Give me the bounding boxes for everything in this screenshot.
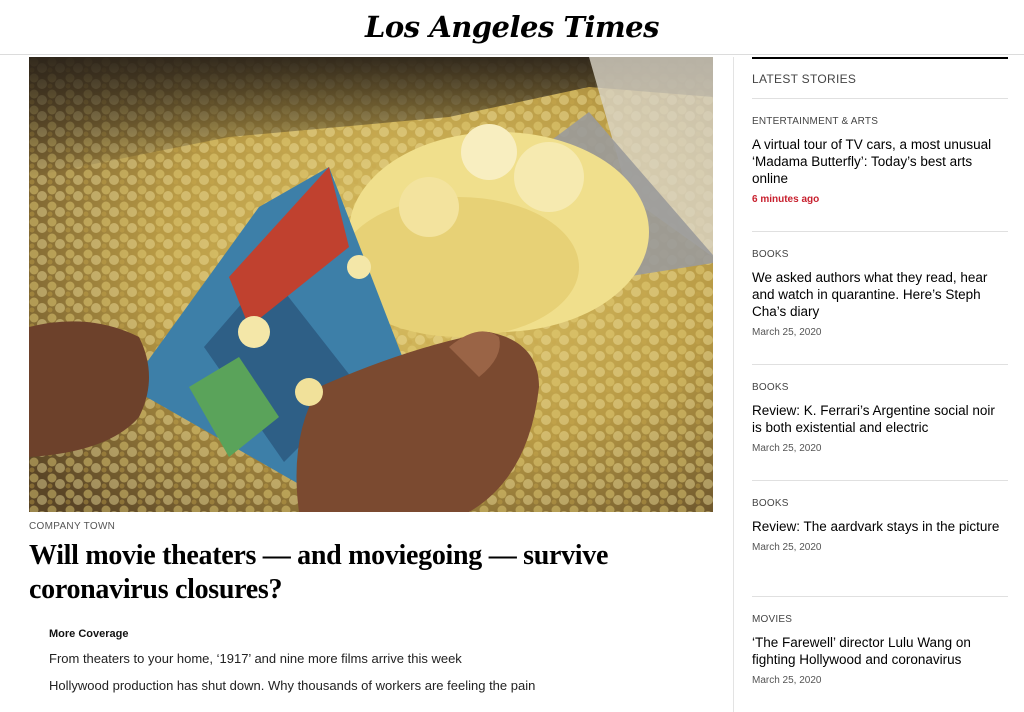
story-headline[interactable]: Will movie theaters — and moviegoing — survive coronavirus closures?: [29, 540, 609, 605]
sidebar-top-rule: [752, 57, 1008, 59]
hero-image[interactable]: [29, 57, 713, 512]
story-timestamp: 6 minutes ago: [752, 194, 820, 205]
latest-story-item[interactable]: [752, 232, 1008, 365]
story-title[interactable]: ‘The Farewell’ director Lulu Wang on fighting Hollywood and coronavirus: [752, 635, 971, 667]
latest-story-item[interactable]: [752, 481, 1008, 597]
story-timestamp: March 25, 2020: [752, 443, 822, 454]
story-title[interactable]: A virtual tour of TV cars, a most unusual ‘Madama Butterfly’: Today’s best arts online: [752, 137, 992, 186]
latest-stories-sidebar: [752, 57, 1008, 712]
coverage-link[interactable]: Hollywood production has shut down. Why thousands of workers are feeling the pain: [49, 678, 536, 693]
more-coverage-title: More Coverage: [49, 628, 129, 640]
latest-story-item[interactable]: [752, 597, 1008, 712]
story-category[interactable]: BOOKS: [752, 249, 789, 260]
latest-story-item[interactable]: [752, 99, 1008, 232]
coverage-link[interactable]: From theaters to your home, ‘1917’ and nine more films arrive this week: [49, 651, 462, 666]
sidebar-title: LATEST STORIES: [752, 72, 857, 86]
popcorn-photo-icon: [29, 57, 713, 512]
masthead: [0, 0, 1024, 55]
site-logo[interactable]: Los Angeles Times: [365, 10, 659, 44]
story-kicker[interactable]: COMPANY TOWN: [29, 521, 116, 532]
story-title[interactable]: Review: The aardvark stays in the picture: [752, 519, 1000, 534]
story-category[interactable]: BOOKS: [752, 498, 789, 509]
story-timestamp: March 25, 2020: [752, 327, 822, 338]
story-title[interactable]: Review: K. Ferrari’s Argentine social noir is both existential and electric: [752, 403, 995, 435]
latest-story-item[interactable]: [752, 365, 1008, 481]
story-timestamp: March 25, 2020: [752, 542, 822, 553]
story-category[interactable]: BOOKS: [752, 382, 789, 393]
story-timestamp: March 25, 2020: [752, 675, 822, 686]
story-title[interactable]: We asked authors what they read, hear and watch in quarantine. Here’s Steph Cha’s diary: [752, 270, 988, 319]
story-category[interactable]: ENTERTAINMENT & ARTS: [752, 116, 879, 127]
sidebar-divider: [733, 57, 734, 712]
story-category[interactable]: MOVIES: [752, 614, 793, 625]
